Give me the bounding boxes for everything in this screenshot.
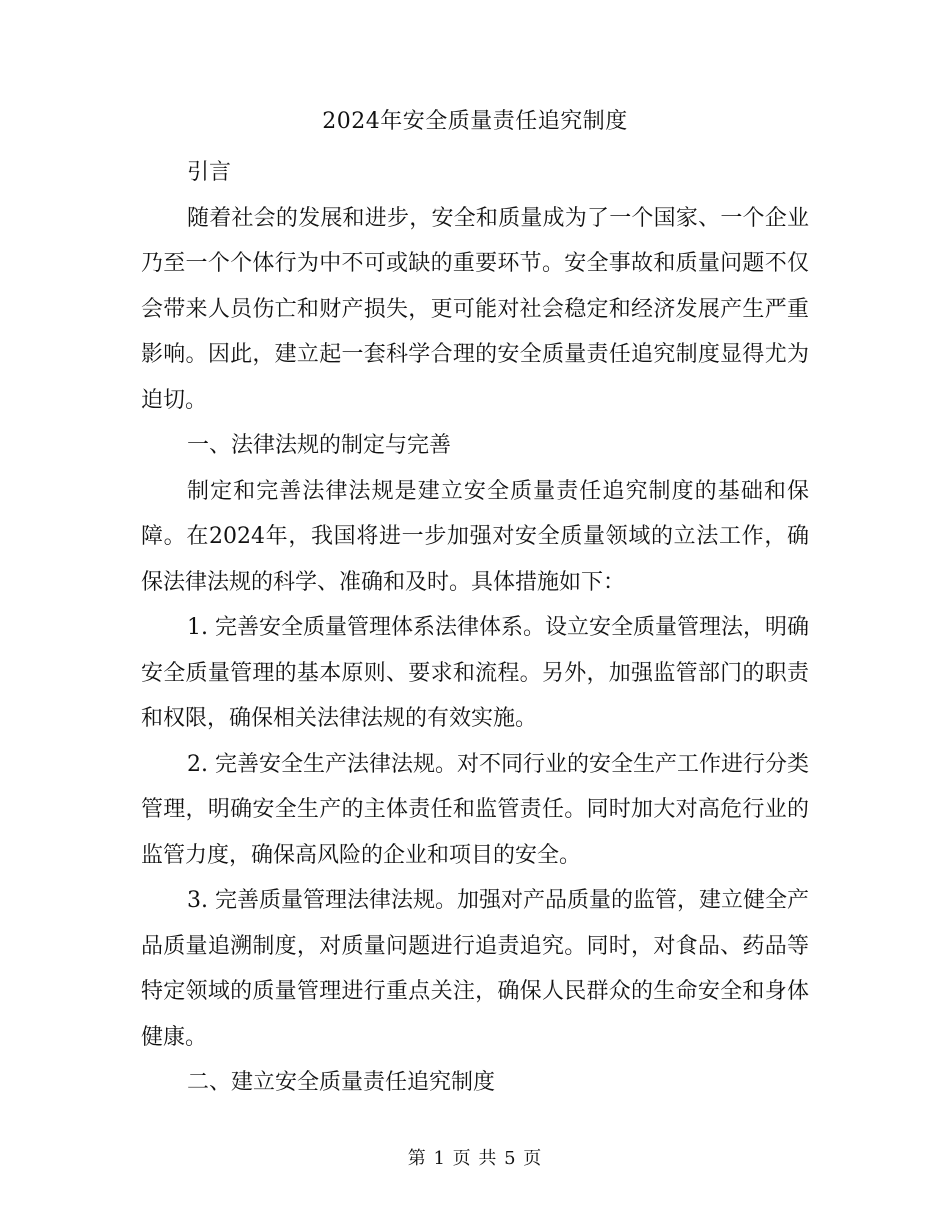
document-body — [141, 150, 809, 1106]
paragraph-intro: 随着社会的发展和进步，安全和质量成为了一个国家、一个企业乃至一个个体行为中不可或缺的重要环节。安全事故和质量问题不仅会带来人员伤亡和财产损失，更可能对社会稳定和经济发展产生严重影响。因此，建立起一套科学合理的安全质量责任追究制度显得尤为迫切。 — [141, 205, 809, 413]
section-heading-2: 二、建立安全质量责任追究制度 — [187, 1070, 496, 1095]
paragraph-intro-heading: 引言 — [187, 160, 232, 185]
list-item-3: 3. 完善质量管理法律法规。加强对产品质量的监管，建立健全产品质量追溯制度，对质量问题进行追责追究。同时，对食品、药品等特定领域的质量管理进行重点关注，确保人民群众的生命安全和身体健康。 — [141, 888, 809, 1050]
section-heading-1: 一、法律法规的制定与完善 — [187, 433, 452, 458]
paragraph-section-1: 制定和完善法律法规是建立安全质量责任追究制度的基础和保障。在2024年，我国将进一步加强对安全质量领域的立法工作，确保法律法规的科学、准确和及时。具体措施如下： — [141, 478, 809, 595]
page-footer: 第 1 页 共 5 页 — [407, 1148, 543, 1169]
list-item-2: 2. 完善安全生产法律法规。对不同行业的安全生产工作进行分类管理，明确安全生产的主体责任和监管责任。同时加大对高危行业的监管力度，确保高风险的企业和项目的安全。 — [141, 751, 809, 868]
list-item-1: 1. 完善安全质量管理体系法律体系。设立安全质量管理法，明确安全质量管理的基本原则、要求和流程。另外，加强监管部门的职责和权限，确保相关法律法规的有效实施。 — [141, 615, 809, 731]
document-title: 2024年安全质量责任追究制度 — [322, 109, 628, 134]
